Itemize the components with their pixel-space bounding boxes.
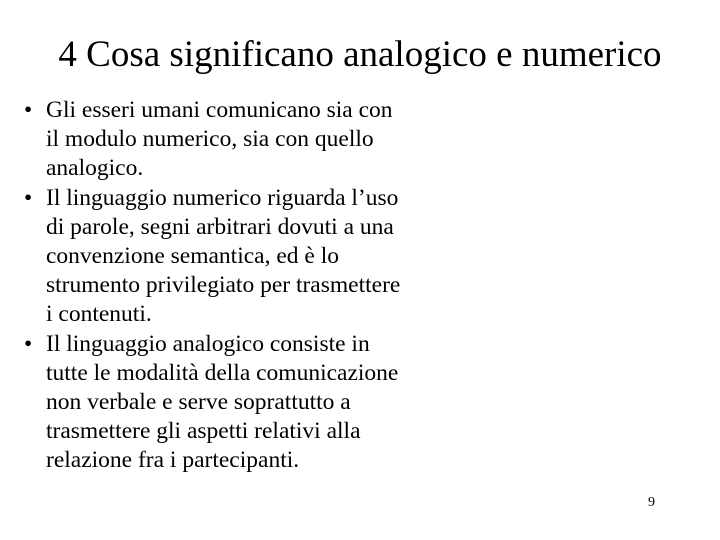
bullet-line: Gli esseri umani comunicano sia con <box>46 97 393 123</box>
page-number: 9 <box>648 495 655 510</box>
bullet-line: il modulo numerico, sia con quello <box>46 126 374 153</box>
bullet-item <box>24 184 494 330</box>
bullet-line: i contenuti. <box>46 301 152 328</box>
bullet-line: strumento privilegiato per trasmettere <box>46 272 401 299</box>
bullet-line: convenzione semantica, ed è lo <box>46 243 339 270</box>
bullet-line: Il linguaggio analogico consiste in <box>46 330 370 357</box>
bullet-line: non verbale e serve soprattutto a <box>46 389 351 416</box>
bullet-line: di parole, segni arbitrari dovuti a una <box>46 213 394 240</box>
bullet-icon: • <box>24 330 33 357</box>
bullet-item <box>24 330 494 476</box>
bullet-icon: • <box>24 97 33 123</box>
slide-title: 4 Cosa significano analogico e numerico <box>58 34 662 75</box>
bullet-icon: • <box>24 184 33 211</box>
bullet-list <box>24 96 494 476</box>
bullet-item <box>24 96 494 184</box>
bullet-line: Il linguaggio numerico riguarda l’uso <box>46 184 399 211</box>
bullet-line: tutte le modalità della comunicazione <box>46 359 399 386</box>
bullet-line: relazione fra i partecipanti. <box>46 447 300 474</box>
bullet-line: analogico. <box>46 155 144 182</box>
bullet-line: trasmettere gli aspetti relativi alla <box>46 418 361 445</box>
